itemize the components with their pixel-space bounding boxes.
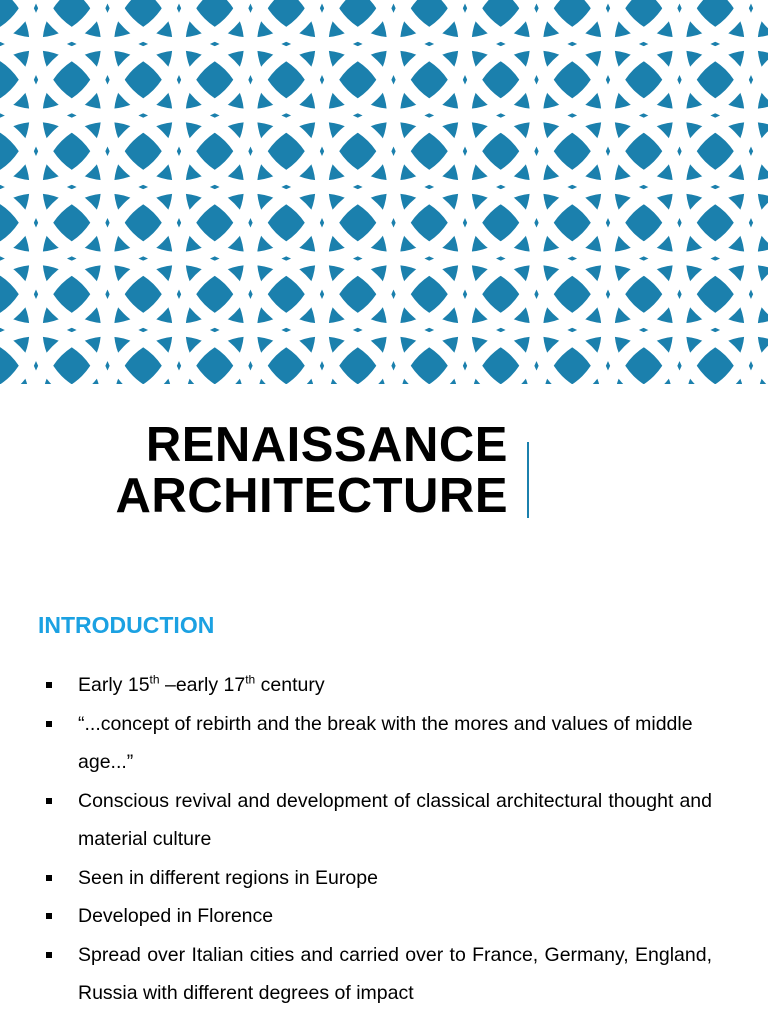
bullet-marker xyxy=(46,682,52,688)
bullet-marker xyxy=(46,721,52,727)
section-heading: INTRODUCTION xyxy=(38,612,215,638)
bullet-text: –early 17 xyxy=(159,674,246,696)
bullet-list xyxy=(0,666,768,1013)
bullet-item xyxy=(0,666,712,705)
bullet-text: “...concept of rebirth and the break with the mores and values of middle age...” xyxy=(78,712,693,773)
bullet-marker xyxy=(46,913,52,919)
bullet-marker xyxy=(46,952,52,958)
bullet-item xyxy=(0,859,712,898)
bullet-text: Developed in Florence xyxy=(78,905,274,927)
ordinal-suffix: th xyxy=(149,672,160,687)
bullet-marker xyxy=(46,875,52,881)
title-line-2: ARCHITECTURE xyxy=(115,469,508,523)
bullet-item xyxy=(0,705,712,782)
title-line-1: RENAISSANCE xyxy=(145,418,508,472)
ordinal-suffix: th xyxy=(245,672,256,687)
bullet-text: Conscious revival and development of classical architectural thought and material culture xyxy=(78,789,712,850)
title-divider xyxy=(527,442,529,518)
pattern-circles xyxy=(0,0,768,384)
bullet-item xyxy=(0,936,712,1013)
bullet-item xyxy=(0,782,712,859)
slide-title xyxy=(0,420,508,522)
bullet-text: century xyxy=(255,674,325,696)
bullet-text: Spread over Italian cities and carried over to France, Germany, England, Russia with different degrees of impact xyxy=(78,943,712,1004)
bullet-text: Seen in different regions in Europe xyxy=(78,866,378,889)
bullet-item xyxy=(0,897,712,936)
bullet-text: Early 15 xyxy=(78,674,150,696)
interlocking-circles-pattern xyxy=(0,0,768,384)
bullet-marker xyxy=(46,798,52,804)
decorative-pattern-banner xyxy=(0,0,768,384)
